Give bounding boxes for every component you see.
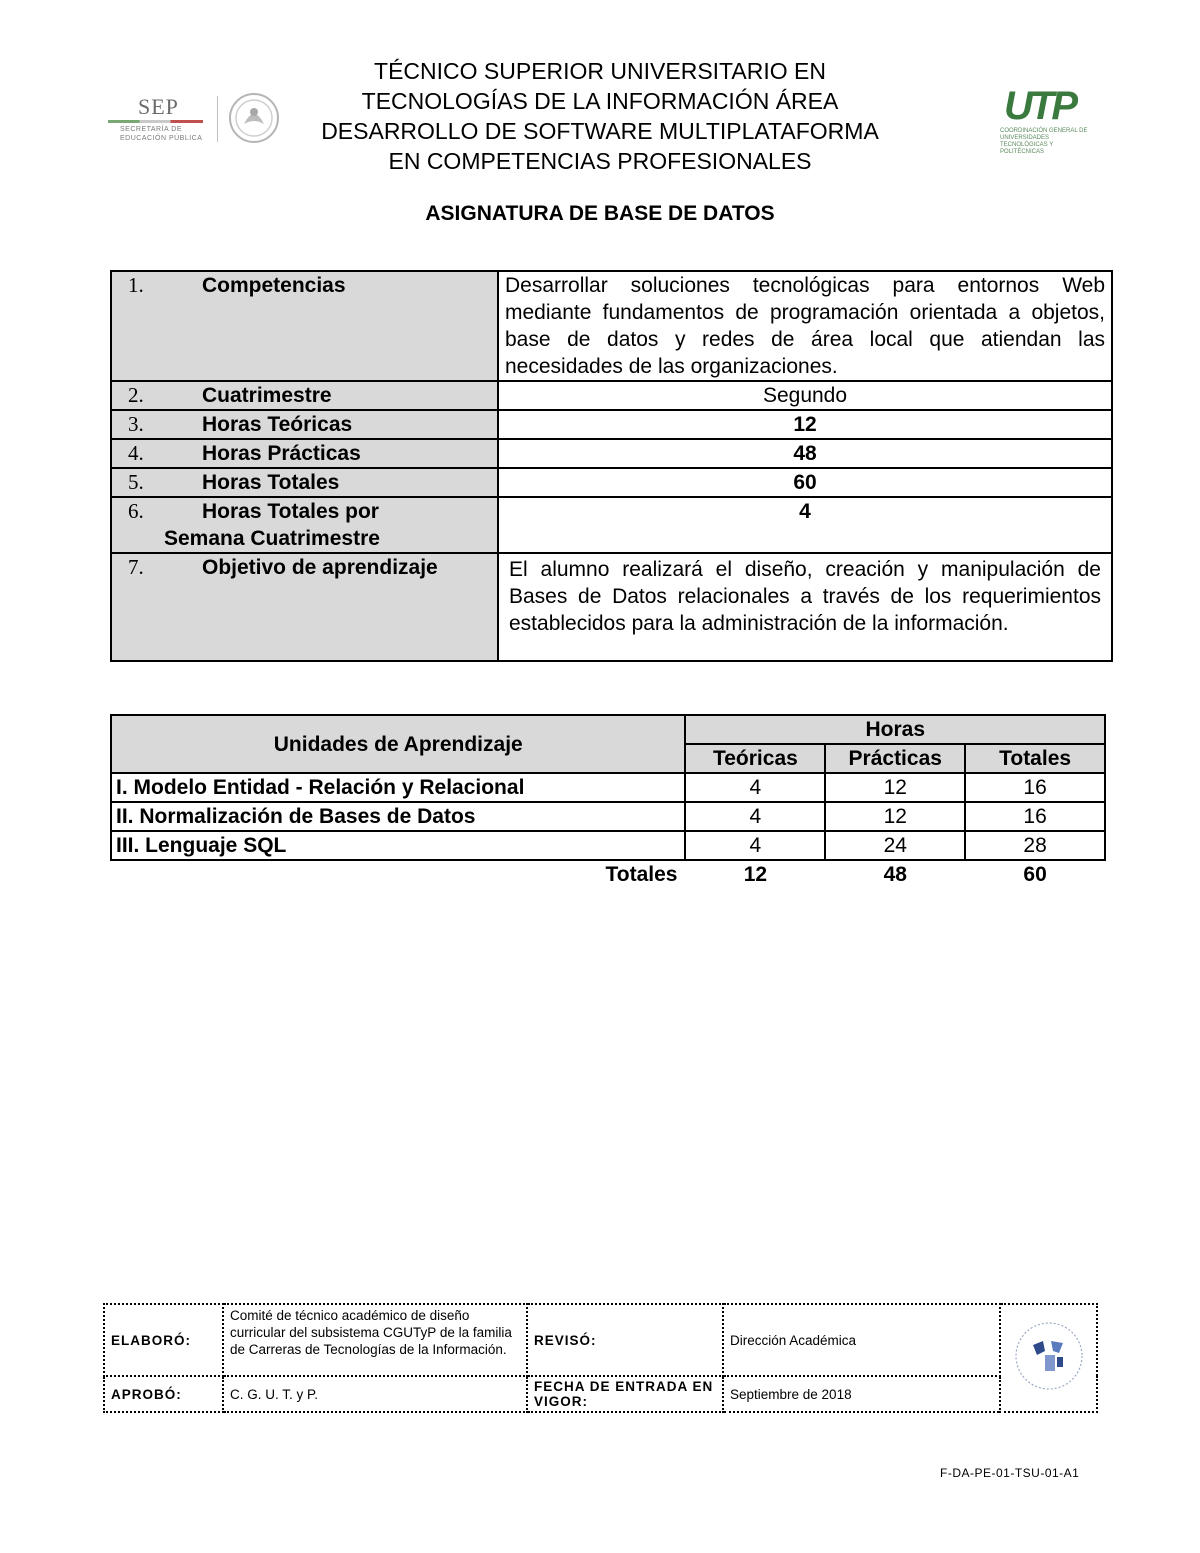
committee-logo-icon [1009,1321,1089,1391]
info-row-objetivo [111,553,1112,661]
info-value: Desarrollar soluciones tecnológicas para entornos Web mediante fundamentos de programación orientada a objetos, base de datos y redes de área local que atiendan las necesidades de las organizaciones. [498,271,1112,381]
unit-total-hours: 16 [965,802,1105,831]
unit-theory-hours: 4 [685,773,825,802]
sep-logo-word: SEP [138,94,179,119]
aprobo-value: C. G. U. T. y P. [223,1376,527,1412]
info-value: 60 [498,468,1112,497]
unit-practice-hours: 12 [825,773,965,802]
title-line: TÉCNICO SUPERIOR UNIVERSITARIO EN [374,58,826,84]
utp-logo [998,84,1098,155]
title-line: EN COMPETENCIAS PROFESIONALES [388,148,812,174]
info-label-cell [111,271,498,381]
practice-column-header: Prácticas [825,744,965,773]
info-label: Competencias [202,274,346,297]
total-practice-hours: 48 [883,863,907,886]
info-value: 4 [498,497,1112,553]
unit-name: III. Lenguaje SQL [111,831,685,860]
reviso-label: REVISÓ: [527,1304,723,1376]
title-line: TECNOLOGÍAS DE LA INFORMACIÓN ÁREA [361,88,839,114]
elaboro-label: ELABORÓ: [104,1304,223,1376]
info-number: 2. [128,383,144,407]
sep-logo-stripe [108,120,203,123]
info-row-horas-teoricas [111,410,1112,439]
info-value: 48 [498,439,1112,468]
program-title [300,56,900,176]
unit-total-hours: 28 [965,831,1105,860]
info-label: Horas Teóricas [202,413,353,436]
info-label-cell [111,468,498,497]
info-number: 6. [128,499,144,523]
units-header-row [111,715,1105,744]
unit-practice-hours: 12 [825,802,965,831]
sep-logo-divider [217,96,218,142]
mexico-seal-icon [228,92,280,144]
subject-title: ASIGNATURA DE BASE DE DATOS [425,202,775,225]
approval-row [104,1304,1097,1376]
total-theory-hours: 12 [743,863,768,886]
info-label: Cuatrimestre [202,384,332,407]
info-label: Objetivo de aprendizaje [202,556,438,579]
info-label-cell [111,410,498,439]
info-row-horas-semana [111,497,1112,553]
subject-info-table [110,270,1113,662]
units-column-header: Unidades de Aprendizaje [111,715,685,773]
info-value: Segundo [498,381,1112,410]
info-label-cell [111,553,498,661]
info-number: 3. [128,412,144,436]
info-value: El alumno realizará el diseño, creación y manipulación de Bases de Datos relacionales a través de los requerimientos establecidos para la administración de la información. [498,553,1112,661]
info-label-line2: Semana Cuatrimestre [164,527,380,550]
unit-theory-hours: 4 [685,802,825,831]
learning-units-table [110,714,1106,888]
document-code: F-DA-PE-01-TSU-01-A1 [940,1466,1080,1480]
info-label: Horas Prácticas [202,442,361,465]
info-row-horas-totales [111,468,1112,497]
fecha-label: FECHA DE ENTRADA EN VIGOR: [527,1376,723,1412]
info-row-competencias [111,271,1112,381]
unit-name: II. Normalización de Bases de Datos [111,802,685,831]
info-value: 12 [498,410,1112,439]
table-row [111,773,1105,802]
info-row-cuatrimestre [111,381,1112,410]
total-hours: 60 [1023,863,1047,886]
total-column-header: Totales [965,744,1105,773]
info-label-cell [111,439,498,468]
approval-table [103,1303,1098,1413]
totals-label: Totales [605,863,678,886]
committee-logo-cell [1000,1304,1097,1412]
info-number: 5. [128,470,144,494]
info-row-horas-practicas [111,439,1112,468]
info-label: Horas Totales [202,471,340,494]
info-label: Horas Totales por [202,500,379,523]
table-row [111,831,1105,860]
info-number: 7. [128,555,144,579]
aprobo-label: APROBÓ: [104,1376,223,1412]
title-line: DESARROLLO DE SOFTWARE MULTIPLATAFORMA [321,118,879,144]
utp-logo-word: UTP [1004,84,1075,128]
theory-column-header: Teóricas [685,744,825,773]
info-label-cell [111,381,498,410]
info-number: 4. [128,441,144,465]
info-number: 1. [128,273,144,297]
utp-logo-subtitle: COORDINACIÓN GENERAL DE UNIVERSIDADES TECNOLÓGICAS Y POLITÉCNICAS [1000,128,1088,155]
approval-row [104,1376,1097,1412]
unit-total-hours: 16 [965,773,1105,802]
hours-column-header: Horas [685,715,1105,744]
sep-logo-subtitle: SECRETARÍA DE EDUCACIÓN PÚBLICA [120,126,203,142]
unit-name: I. Modelo Entidad - Relación y Relacional [111,773,685,802]
fecha-value: Septiembre de 2018 [723,1376,1000,1412]
sep-logo [108,92,283,147]
elaboro-value: Comité de técnico académico de diseño curricular del subsistema CGUTyP de la familia de Carreras de Tecnologías de la Información. [223,1304,527,1376]
totals-row [111,860,1105,888]
info-label-cell [111,497,498,553]
reviso-value: Dirección Académica [723,1304,1000,1376]
unit-theory-hours: 4 [685,831,825,860]
table-row [111,802,1105,831]
unit-practice-hours: 24 [825,831,965,860]
